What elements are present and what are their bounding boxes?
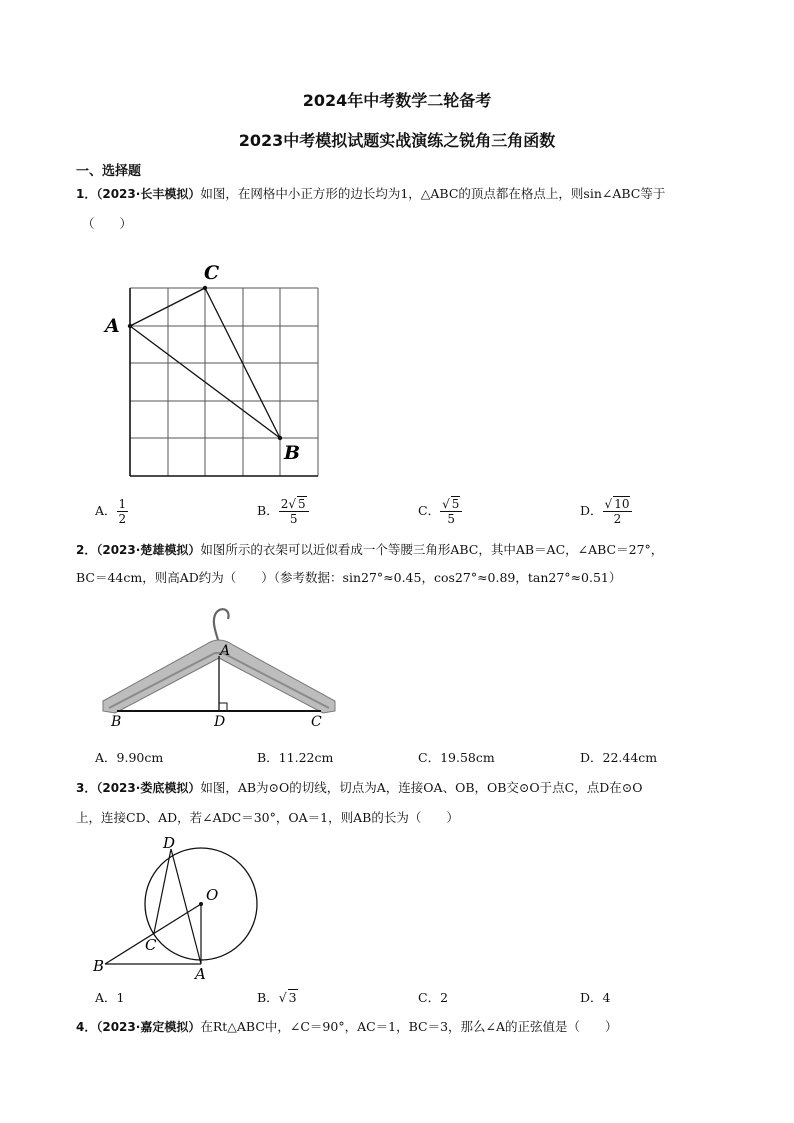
question-3-number: 3． [76, 781, 97, 795]
question-1-text: 如图，在网格中小正方形的边长均为1，△ABC的顶点都在格点上，则sin∠ABC等于 [200, 186, 666, 201]
page-subtitle: 2023中考模拟试题实战演练之锐角三角函数 [238, 131, 556, 150]
q3-option-a: A．1 [95, 990, 125, 1005]
question-3-text: 如图，AB为⊙O的切线，切点为A，连接OA、OB，OB交⊙O于点C，点D在⊙O [200, 780, 643, 795]
vertex-b-label: B [284, 442, 301, 464]
q3-option-d: D．4 [580, 990, 611, 1005]
q3-option-b: B．√ 3 [257, 990, 297, 1005]
question-1-number: 1． [76, 187, 97, 201]
page-title: 2024年中考数学二轮备考 [302, 91, 492, 110]
question-2-text: 如图所示的衣架可以近似看成一个等腰三角形ABC，其中AB＝AC，∠ABC＝27°， [200, 542, 664, 557]
circle-label-a: A [195, 965, 206, 982]
hanger-label-b: B [111, 714, 122, 730]
question-2-number: 2． [76, 543, 97, 557]
question-1-blank: （ ） [82, 216, 133, 231]
q3-option-c: C．2 [418, 990, 449, 1005]
question-4 [76, 1017, 618, 1037]
question-2 [76, 540, 663, 560]
q1-option-a: A． $\frac{1}{2}$ [95, 497, 127, 526]
question-4-number: 4． [76, 1020, 97, 1034]
question-4-source: （2023·嘉定模拟） [96, 1020, 201, 1034]
vertex-a-label: A [105, 315, 120, 337]
question-2-source: （2023·楚雄模拟） [96, 543, 201, 557]
q1-option-d: D． $\frac{√ 10}{2}$ [580, 497, 632, 526]
q2-option-a: A．9.90cm [95, 750, 164, 765]
q2-option-c: C．19.58cm [418, 750, 495, 765]
question-4-text: 在Rt△ABC中，∠C＝90°，AC＝1，BC＝3，那么∠A的正弦值是（ ） [200, 1019, 618, 1034]
circle-label-d: D [163, 834, 176, 852]
question-3-circle-figure [85, 832, 275, 982]
q2-option-b: B．11.22cm [257, 750, 334, 765]
q1-option-c: C． $\frac{√ 5}{5}$ [418, 497, 462, 526]
circle-label-c: C [145, 936, 157, 954]
question-2-text-line2: BC＝44cm，则高AD约为（ ）（参考数据：sin27°≈0.45，cos27°≈0.89，tan27°≈0.51） [76, 570, 622, 585]
q1-option-b: B． $\frac{2√ 5}{5}$ [257, 497, 309, 526]
hanger-label-a: A [220, 643, 231, 659]
question-3 [76, 778, 642, 798]
question-1 [76, 184, 665, 204]
section-heading: 一、选择题 [76, 164, 142, 179]
question-3-source: （2023·娄底模拟） [96, 781, 201, 795]
circle-label-o: O [206, 886, 219, 904]
vertex-c-label: C [204, 262, 220, 284]
question-1-source: （2023·长丰模拟） [96, 187, 201, 201]
circle-label-b: B [93, 957, 105, 975]
hanger-label-c: C [311, 714, 322, 730]
question-1-grid-figure [90, 255, 340, 500]
question-3-text-line2: 上，连接CD、AD，若∠ADC＝30°，OA＝1，则AB的长为（ ） [76, 810, 459, 825]
hanger-label-d: D [214, 714, 226, 730]
question-2-hanger-figure [95, 603, 345, 733]
q2-option-d: D．22.44cm [580, 750, 658, 765]
